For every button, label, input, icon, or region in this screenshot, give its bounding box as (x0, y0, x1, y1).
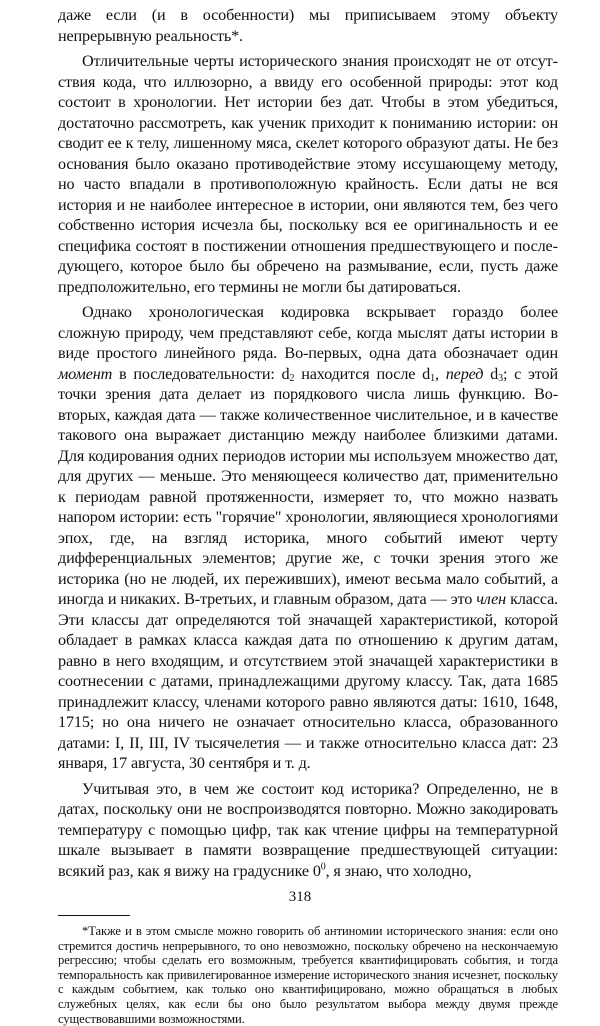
italic-word-before: перед (445, 364, 484, 383)
page-body (58, 5, 558, 1026)
paragraph-chronological-code (58, 302, 558, 774)
footnote: *Также и в этом смысле можно говорить об антиномии исторического знания: если оно стремится достичь непрерывного, то оно невозможно, поскольку обречено на нескончаемую регрессию; чтобы сделать его возможным, требуется квантифицировать события, и тогда темпоральность как привилегированное измерение исторического знания исчезнет, поскольку с каждым событием, как только оно квантифицировано, можно обращаться в любых служебных целях, как если бы оно было результатом выбора между двумя прежде существовавшими возможностями. (58, 924, 558, 1026)
degree-superscript: 0 (320, 861, 326, 873)
footnote-divider (58, 915, 130, 916)
paragraph-continuation (58, 5, 558, 46)
paragraph-text: , я знаю, что холодно, (325, 861, 472, 880)
paragraph-text: ; с этой точки зрения дата делает из порядкового числа лишь функцию. Во-вторых, каждая дата — также количественное числительное, и в качестве такового она выражает дистанцию между наиболее близкими датами. Для кодирования одних периодов истории мы используем множество дат, для других — меньше. Это меняющееся количество дат, применительно к периодам равной протяженности, измеряет то, что можно назвать напором истории: есть "горячие" хронологии, являющиеся хронологиями эпох, где, на взгляд историка, много событий имеют черту дифференциальных элементов; другие же, с точки зрения этого же историка (но не людей, их переживших), имеют весьма мало событий, а иногда и никаких. В-третьих, и главным образом, дата — это (58, 364, 559, 608)
paragraph-text: даже если (и в особенности) мы приписываем этому объекту непрерывную реальность*. (58, 6, 558, 45)
subscript: 2 (289, 372, 295, 384)
page-number: 318 (288, 889, 312, 905)
paragraph-historian-code (58, 779, 558, 882)
paragraph-text: , (434, 364, 446, 383)
paragraph-text: Однако хронологическая кодировка вскрывает гораздо более сложную природу, чем представляют себе, когда мыслят даты истории в виде простого линейного ряда. Во-первых, одна дата обозначает один (58, 303, 558, 362)
paragraph-text: класса. Эти классы дат определяются той значащей характеристикой, которой обладает в рамках класса каждая дата по отношению к другим датам, равно в него входящим, и отсутствием этой значащей характеристики в соотнесении с датами, принадлежащими другому классу. Так, дата 1685 принадлежит классу, членами которого равно являются даты: 1610, 1648, 1715; но она ничего не означает относительно класса, образованного датами: I, II, III, IV тысячелетия — и также относительно класса дат: 23 января, 17 августа, 30 сентября и т. д. (58, 590, 558, 772)
paragraph-text: в последовательности: d (112, 364, 290, 383)
paragraph-text: находится после d (294, 364, 431, 383)
paragraph-text: d (483, 364, 499, 383)
subscript: 3 (498, 372, 503, 384)
italic-word-moment: момент (58, 364, 113, 383)
paragraph-text: Отличительные черты исторического знания происходят не от отсутствия кода, что иллюзорно, а ввиду его особенной природы: этот код состоит в хронологии. Нет истории без дат. Чтобы в этом убедиться, достаточно рассмотреть, как ученик приходит к пониманию истории: он сводит ее к телу, лишенному мяса, скелет которого образуют даты. Не без основания было оказано противодействие этому иссушающему методу, но часто впадали в противоположную крайность. Если даты не вся история и не наиболее интересное в истории, они являются тем, без чего собственно история исчезла бы, поскольку вся ее оригинальность и ее специфика состоят в постижении отношения предшествующего и последующего, которое было бы обречено на размывание, если, пусть даже предположительно, его термины не могли бы датироваться. (58, 52, 558, 296)
subscript: 1 (430, 372, 435, 384)
italic-word-member: член (476, 590, 507, 608)
paragraph-distinctive-features (58, 51, 558, 297)
paragraph-text: Учитывая это, в чем же состоит код историка? Определенно, не в датах, поскольку они не воспроизводятся повторно. Можно закодировать температуру с помощью цифр, так как чтение цифры на температурной шкале вызывает в памяти возвращение предшествующей ситуации: всякий раз, как я вижу на градуснике 0 (58, 779, 558, 880)
